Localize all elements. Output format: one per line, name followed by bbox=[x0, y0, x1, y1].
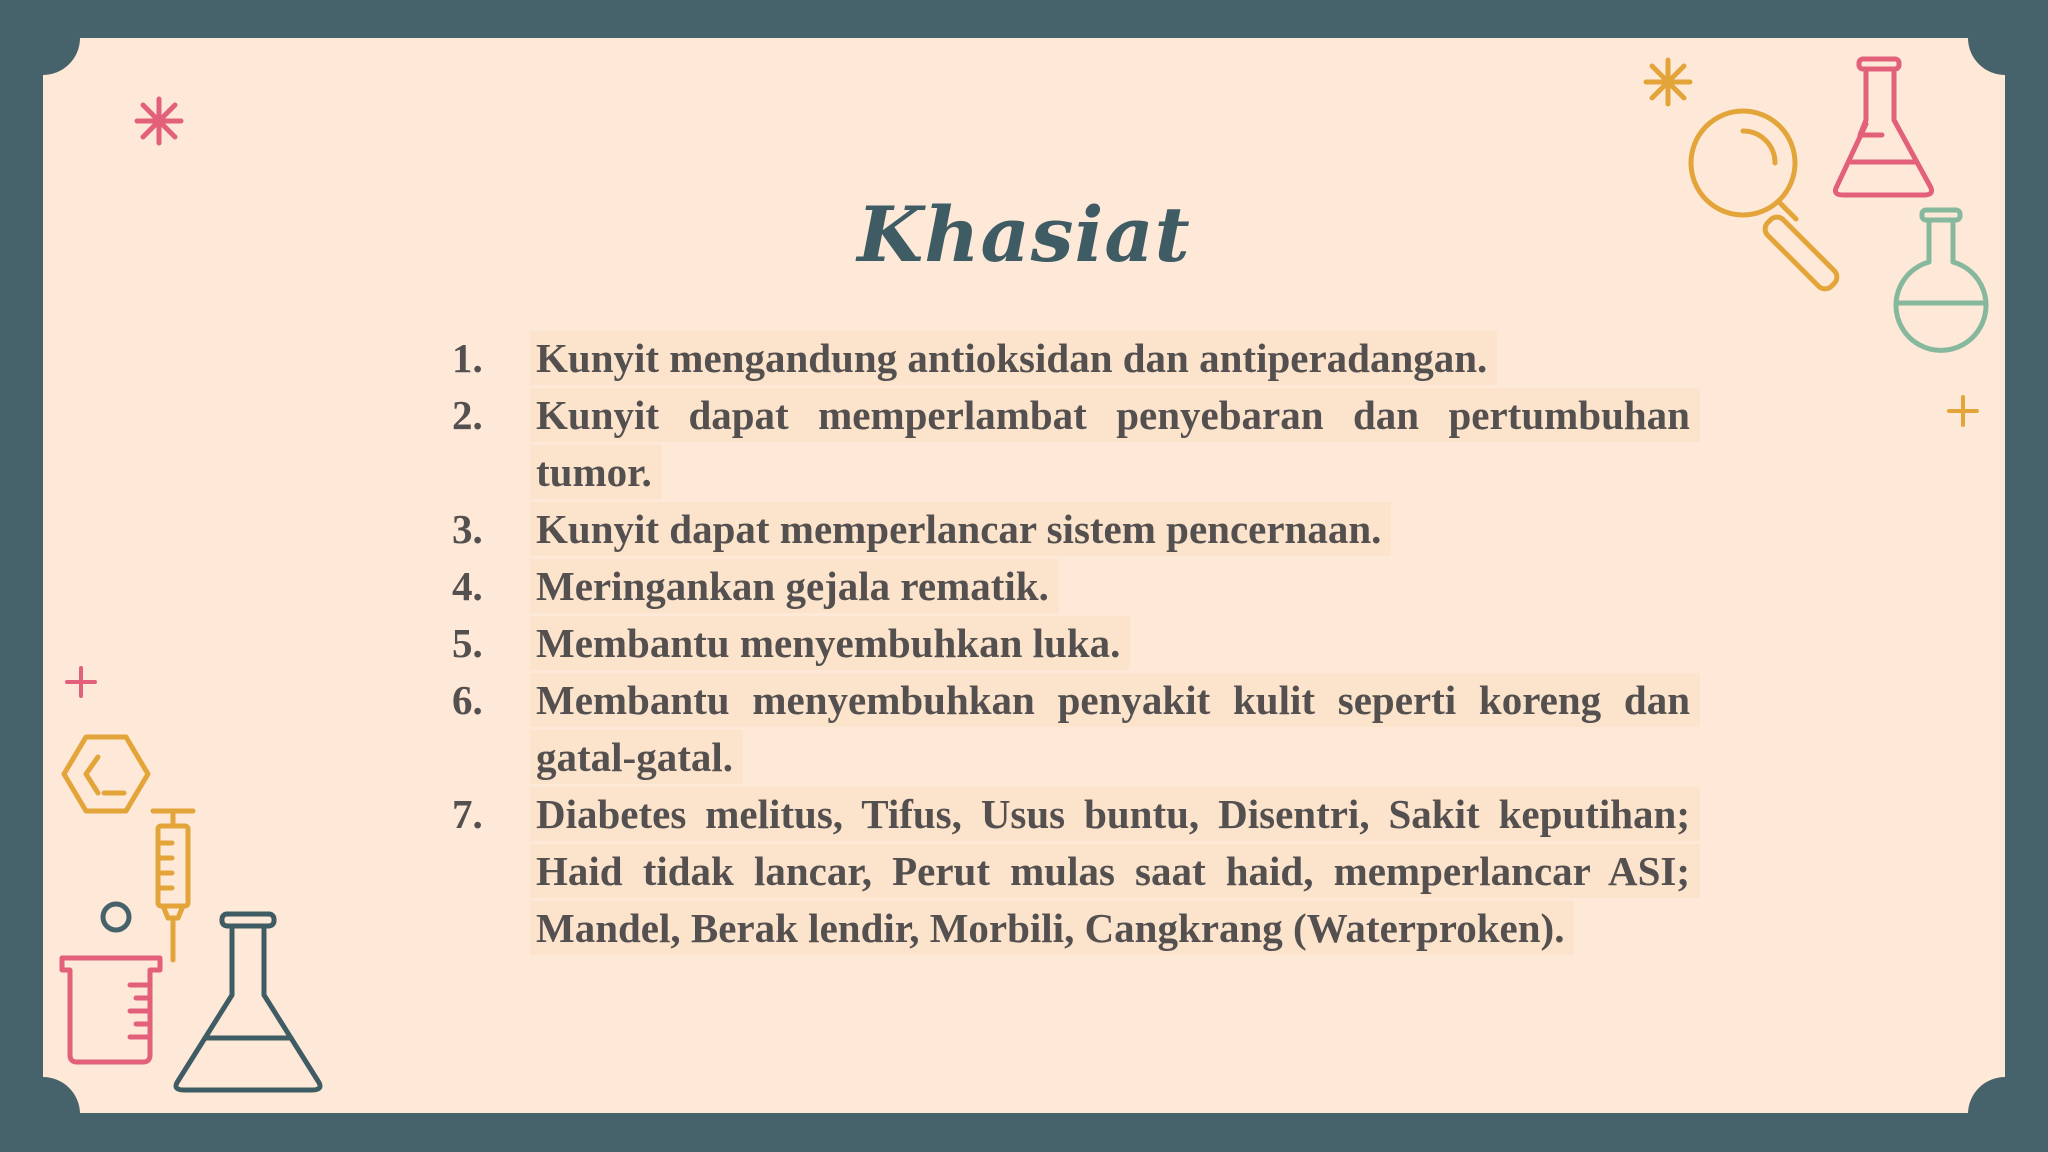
khasiat-list bbox=[440, 330, 1690, 957]
list-text bbox=[536, 615, 1690, 672]
list-number: 3. bbox=[452, 506, 483, 552]
list-text-content: Kunyit dapat memperlancar sistem pencernaan. bbox=[536, 502, 1381, 556]
list-text-content: Kunyit dapat memperlambat penyebaran dan pertumbuhan tumor. bbox=[536, 388, 1690, 499]
list-text bbox=[536, 786, 1690, 957]
list-text bbox=[536, 330, 1690, 387]
card-corner-notch bbox=[1968, 1, 2042, 75]
list-item bbox=[440, 672, 1690, 786]
list-text bbox=[536, 558, 1690, 615]
list-text bbox=[536, 672, 1690, 786]
list-number: 2. bbox=[452, 392, 483, 438]
list-number: 5. bbox=[452, 620, 483, 666]
list-item bbox=[440, 786, 1690, 957]
list-item bbox=[440, 558, 1690, 615]
list-item bbox=[440, 387, 1690, 501]
list-text-content: Meringankan gejala rematik. bbox=[536, 559, 1049, 613]
list-number: 7. bbox=[452, 791, 483, 837]
list-text bbox=[536, 387, 1690, 501]
list-number: 6. bbox=[452, 677, 483, 723]
card-corner-notch bbox=[1968, 1077, 2042, 1151]
list-text bbox=[536, 501, 1690, 558]
card-corner-notch bbox=[6, 1077, 80, 1151]
list-number: 4. bbox=[452, 563, 483, 609]
list-text-content: Diabetes melitus, Tifus, Usus buntu, Disentri, Sakit keputihan; Haid tidak lancar, Perut mulas saat haid, memperlancar ASI; Mandel, Berak lendir, Morbili, Cangkrang (Waterproken). bbox=[536, 787, 1690, 955]
list-item bbox=[440, 501, 1690, 558]
list-number: 1. bbox=[452, 335, 483, 381]
card-corner-notch bbox=[6, 1, 80, 75]
list-text-content: Membantu menyembuhkan penyakit kulit seperti koreng dan gatal-gatal. bbox=[536, 673, 1690, 784]
list-text-content: Kunyit mengandung antioksidan dan antiperadangan. bbox=[536, 331, 1487, 385]
slide-title: Khasiat bbox=[857, 190, 1191, 279]
list-item bbox=[440, 330, 1690, 387]
list-text-content: Membantu menyembuhkan luka. bbox=[536, 616, 1120, 670]
list-item bbox=[440, 615, 1690, 672]
